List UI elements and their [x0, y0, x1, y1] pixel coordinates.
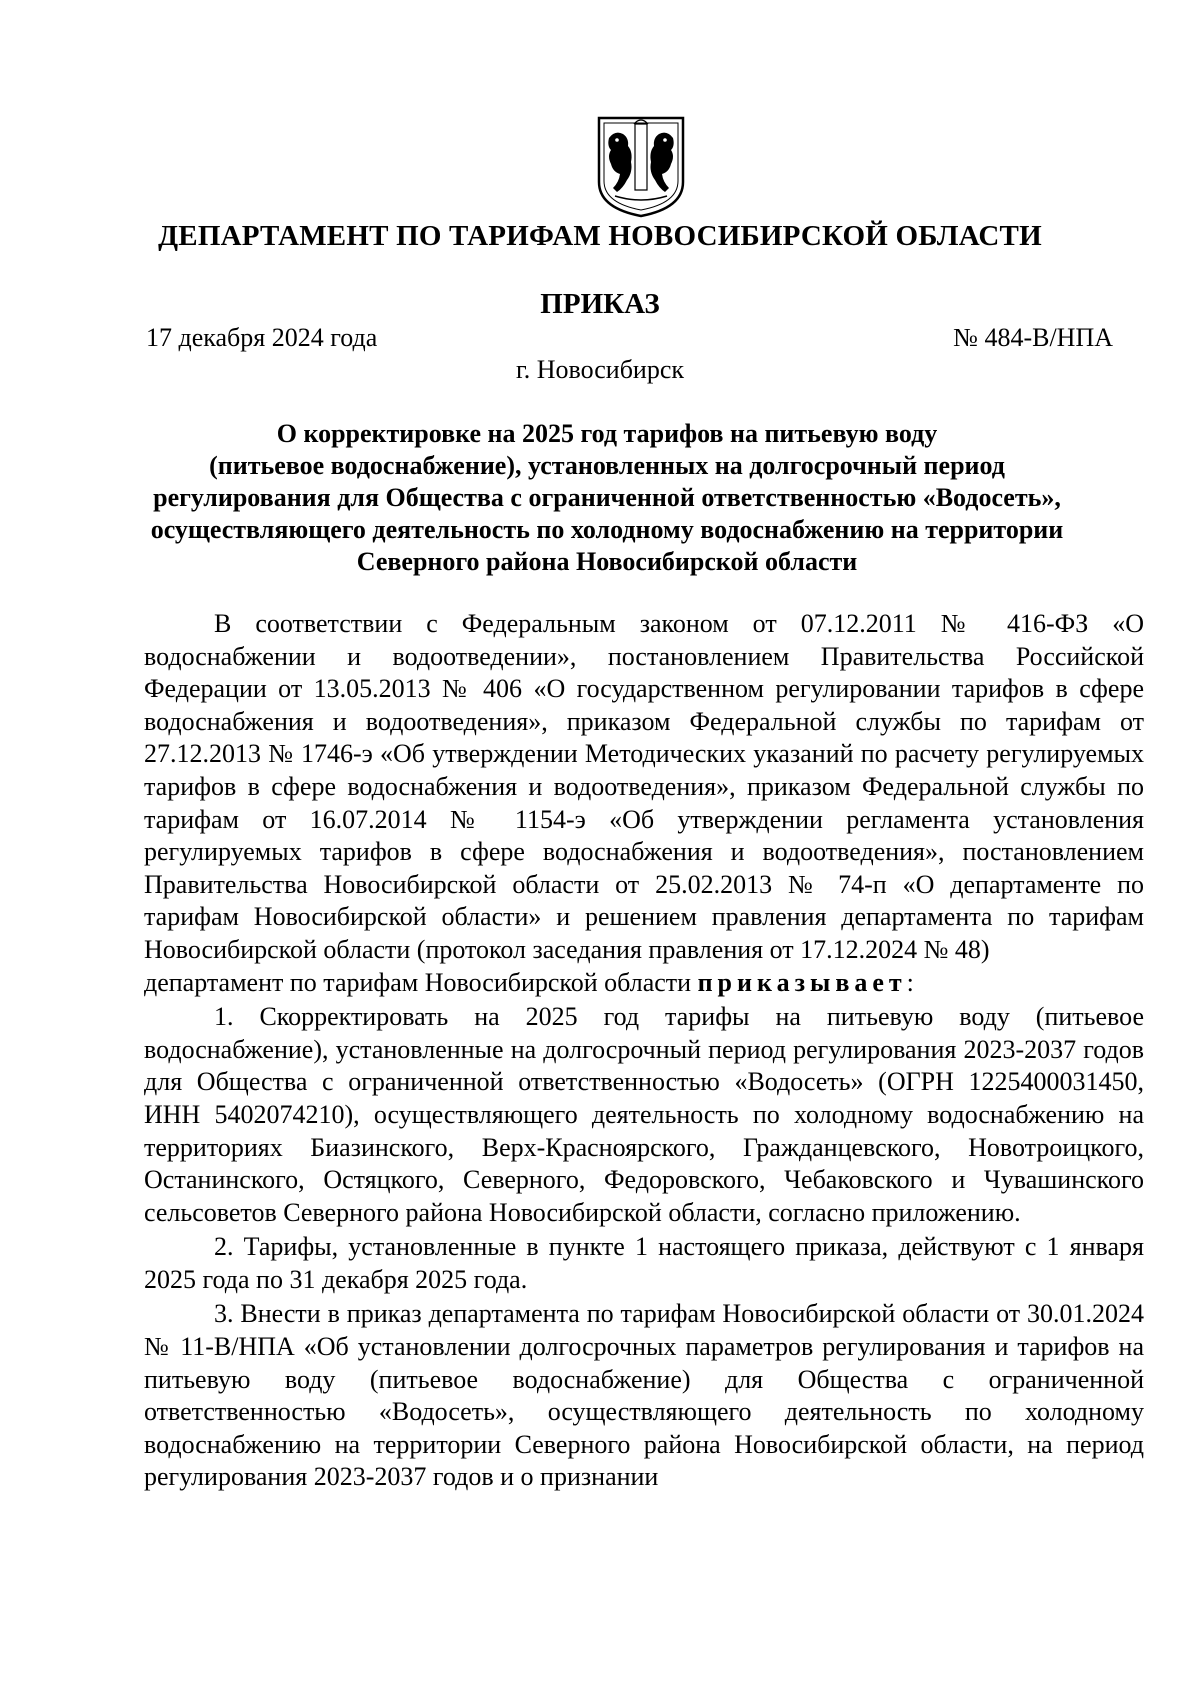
- resolution-line: [144, 967, 1144, 1000]
- order-item-2: 2. Тарифы, установленные в пункте 1 настоящего приказа, действуют с 1 января 2025 года по 31 декабря 2025 года.: [144, 1232, 1144, 1294]
- coat-of-arms-icon: [595, 112, 687, 218]
- title-line: регулирования для Общества с ограниченной ответственностью «Водосеть»,: [153, 483, 1061, 512]
- document-number: № 484-В/НПА: [953, 323, 1113, 352]
- document-date: 17 декабря 2024 года: [146, 323, 378, 352]
- order-item-1: 1. Скорректировать на 2025 год тарифы на питьевую воду (питьевое водоснабжение), установленные на долгосрочный период регулирования 2023-2037 годов для Общества с ограниченной ответственностью «Водосеть» (ОГРН 1225400031450, ИНН 5402074210), осуществляющего деятельность по холодному водоснабжению на территориях Биазинского, Верх-Красноярского, Гражданцевского, Новотроицкого, Останинского, Остяцкого, Северного, Федоровского, Чебаковского и Чувашинского сельсоветов Северного района Новосибирской области, согласно приложению.: [144, 1002, 1144, 1227]
- document-title: [130, 418, 1084, 578]
- resolution-suffix: :: [906, 967, 914, 997]
- department-name: ДЕПАРТАМЕНТ ПО ТАРИФАМ НОВОСИБИРСКОЙ ОБЛАСТИ: [158, 220, 1042, 252]
- resolution-verb: приказывает: [697, 967, 907, 997]
- document-city: г. Новосибирск: [515, 355, 685, 384]
- preamble-paragraph: В соответствии с Федеральным законом от 07.12.2011 № 416-ФЗ «О водоснабжении и водоотведении», постановлением Правительства Российской Федерации от 13.05.2013 № 406 «О государственном регулировании тарифов в сфере водоснабжения и водоотведения», приказом Федеральной службы по тарифам от 27.12.2013 № 1746-э «Об утверждении Методических указаний по расчету регулируемых тарифов в сфере водоснабжения и водоотведения», приказом Федеральной службы по тарифам от 16.07.2014 № 1154-э «Об утверждении регламента установления регулируемых тарифов в сфере водоснабжения и водоотведения», постановлением Правительства Новосибирской области от 25.02.2013 № 74-п «О департаменте по тарифам Новосибирской области» и решением правления департамента по тарифам Новосибирской области (протокол заседания правления от 17.12.2024 № 48): [144, 609, 1144, 964]
- title-line: Северного района Новосибирской области: [356, 547, 858, 576]
- document-type: ПРИКАЗ: [540, 288, 660, 320]
- title-line: О корректировке на 2025 год тарифов на питьевую воду: [276, 419, 938, 448]
- order-item-3: 3. Внести в приказ департамента по тарифам Новосибирской области от 30.01.2024 № 11-В/НПА «Об установлении долгосрочных параметров регулирования и тарифов на питьевую воду (питьевое водоснабжение) для Общества с ограниченной ответственностью «Водосеть», осуществляющего деятельность по холодному водоснабжению на территории Северного района Новосибирской области, на период регулирования 2023-2037 годов и о признании: [144, 1299, 1144, 1492]
- document-body: [144, 608, 1144, 1494]
- title-line: осуществляющего деятельность по холодному водоснабжению на территории: [150, 515, 1064, 544]
- resolution-prefix: департамент по тарифам Новосибирской области: [144, 967, 698, 997]
- title-line: (питьевое водоснабжение), установленных на долгосрочный период: [209, 451, 1005, 480]
